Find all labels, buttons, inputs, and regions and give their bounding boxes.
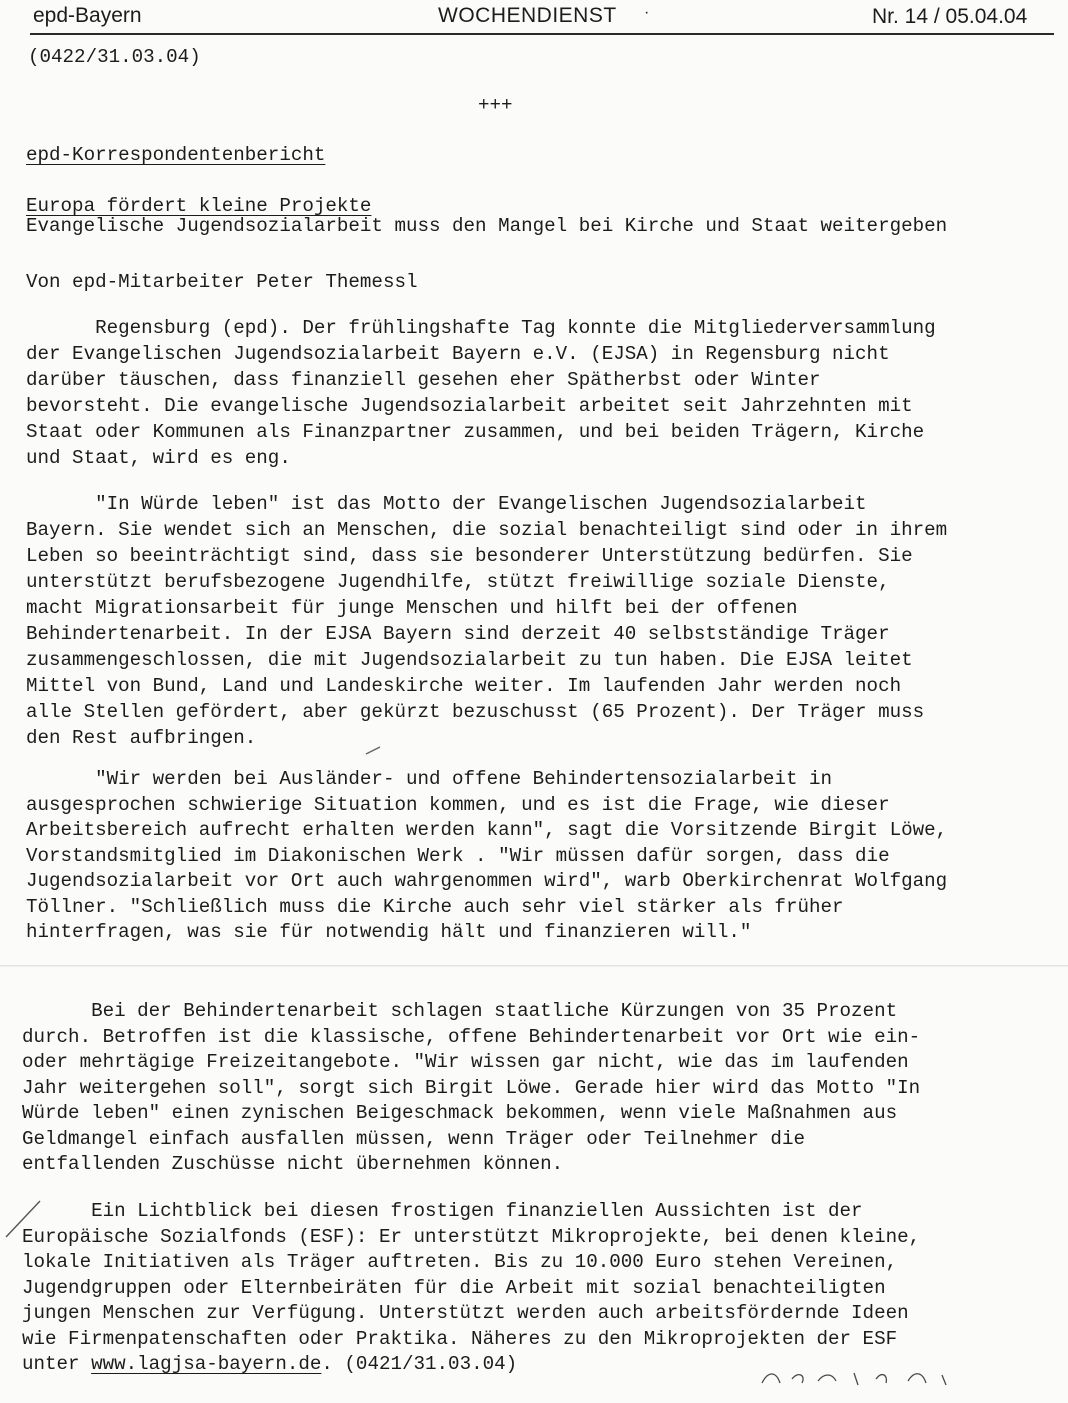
paragraph-2 <box>26 491 948 777</box>
paragraph-4 <box>22 999 921 1203</box>
header-service: WOCHENDIENST <box>438 4 617 27</box>
text-line: Würde leben" einen zynischen Beigeschmack bekommen, wenn viele Maßnahmen aus <box>22 1102 898 1124</box>
text-line: hinterfragen, was sie für notwendig hält und finanzieren will." <box>26 921 752 943</box>
rubric: epd-Korrespondentenbericht <box>26 144 326 166</box>
byline: Von epd-Mitarbeiter Peter Themessl <box>26 271 418 293</box>
text-line: Jahr weitergehen soll", sorgt sich Birgit Löwe. Gerade hier wird das Motto "In <box>22 1076 921 1099</box>
text-line: Europäische Sozialfonds (ESF): Er unterstützt Mikroprojekte, bei denen kleine, <box>22 1225 921 1248</box>
text-line: lokale Initiativen als Träger auftreten. Bis zu 10.000 Euro stehen Vereinen, <box>22 1251 898 1273</box>
text-line: und Staat, wird es eng. <box>26 447 291 469</box>
text-line: zusammengeschlossen, die mit Jugendsozialarbeit zu tun haben. Die EJSA leitet <box>26 649 913 671</box>
text-line: alle Stellen gefördert, aber gekürzt bezuschusst (65 Prozent). Der Träger muss <box>26 701 925 723</box>
paper-fold <box>0 965 1068 967</box>
text-line: "Wir werden bei Ausländer- und offene Behindertensozialarbeit in <box>26 768 833 790</box>
text-line: der Evangelischen Jugendsozialarbeit Bayern e.V. (EJSA) in Regensburg nicht <box>26 343 890 365</box>
text-line: wie Firmenpatenschaften oder Praktika. Näheres zu den Mikroprojekten der ESF <box>22 1327 898 1350</box>
subheadline: Evangelische Jugendsozialarbeit muss den Mangel bei Kirche und Staat weitergeben <box>26 215 948 237</box>
text-line: Jugendgruppen oder Elternbeiräten für die Arbeit mit sozial benachteiligten <box>22 1276 886 1299</box>
paragraph-1 <box>26 315 936 497</box>
text-line: darüber täuschen, dass finanziell gesehen eher Spätherbst oder Winter <box>26 369 821 391</box>
text-line: oder mehrtägige Freizeitangebote. "Wir wissen gar nicht, wie das im laufenden <box>22 1051 909 1073</box>
text-line: Vorstandsmitglied im Diakonischen Werk . "Wir müssen dafür sorgen, dass die <box>26 844 890 867</box>
pen-dot-mark <box>360 742 390 762</box>
text-line: Behindertenarbeit. In der EJSA Bayern sind derzeit 40 selbstständige Träger <box>26 623 890 645</box>
text-line: unterstützt berufsbezogene Jugendhilfe, stützt freiwillige soziale Dienste, <box>26 571 890 593</box>
text-line: Geldmangel einfach ausfallen müssen, wenn Träger oder Teilnehmer die <box>22 1127 805 1150</box>
text-line: Mittel von Bund, Land und Landeskirche weiter. Im laufenden Jahr werden noch <box>26 675 902 697</box>
text-line: Regensburg (epd). Der frühlingshafte Tag konnte die Mitgliederversammlung <box>26 317 936 339</box>
closing-line <box>22 1352 517 1378</box>
text-line: ausgesprochen schwierige Situation kommen, und es ist die Frage, wie dieser <box>26 793 890 816</box>
closing-prefix: unter <box>22 1353 92 1375</box>
text-line: bevorsteht. Die evangelische Jugendsozialarbeit arbeitet seit Jahrzehnten mit <box>26 395 913 417</box>
paragraph-3 <box>26 767 948 971</box>
header-rule <box>30 33 1054 35</box>
text-line: Jugendsozialarbeit vor Ort auch wahrgenommen wird", warb Oberkirchenrat Wolfgang <box>26 870 948 892</box>
text-line: Arbeitsbereich aufrecht erhalten werden kann", sagt die Vorsitzende Birgit Löwe, <box>26 819 948 841</box>
text-line: Staat oder Kommunen als Finanzpartner zusammen, und bei beiden Trägern, Kirche <box>26 421 925 443</box>
headline: Europa fördert kleine Projekte <box>26 195 372 217</box>
separator: +++ <box>478 94 513 116</box>
header-issue: Nr. 14 / 05.04.04 <box>872 5 1028 28</box>
text-line: Töllner. "Schließlich muss die Kirche auch sehr viel stärker als früher <box>26 895 844 918</box>
header-dot: · <box>644 4 650 21</box>
text-line: macht Migrationsarbeit für junge Menschen und hilft bei der offenen <box>26 597 798 619</box>
text-line: Ein Lichtblick bei diesen frostigen finanziellen Aussichten ist der <box>22 1200 863 1222</box>
text-line: Leben so beeinträchtigt sind, dass sie besonderer Unterstützung bedürfen. Sie <box>26 545 913 567</box>
text-line: durch. Betroffen ist die klassische, offene Behindertenarbeit vor Ort wie ein- <box>22 1025 921 1048</box>
text-line: entfallenden Zuschüsse nicht übernehmen können. <box>22 1153 564 1175</box>
handwritten-note <box>758 1365 958 1386</box>
text-line: Bei der Behindertenarbeit schlagen staatliche Kürzungen von 35 Prozent <box>22 1000 898 1022</box>
text-line: den Rest aufbringen. <box>26 727 257 749</box>
reference-top: (0422/31.03.04) <box>28 46 201 68</box>
text-line: Bayern. Sie wendet sich an Menschen, die sozial benachteiligt sind oder in ihrem <box>26 519 948 541</box>
text-line: "In Würde leben" ist das Motto der Evangelischen Jugendsozialarbeit <box>26 493 867 515</box>
pen-stroke-mark <box>0 1195 50 1245</box>
header-source: epd-Bayern <box>33 4 142 27</box>
closing-reference: . (0421/31.03.04) <box>321 1353 518 1375</box>
text-line: jungen Menschen zur Verfügung. Unterstützt werden auch arbeitsfördernde Ideen <box>22 1302 909 1324</box>
website-link[interactable]: www.lagjsa-bayern.de <box>91 1353 322 1375</box>
